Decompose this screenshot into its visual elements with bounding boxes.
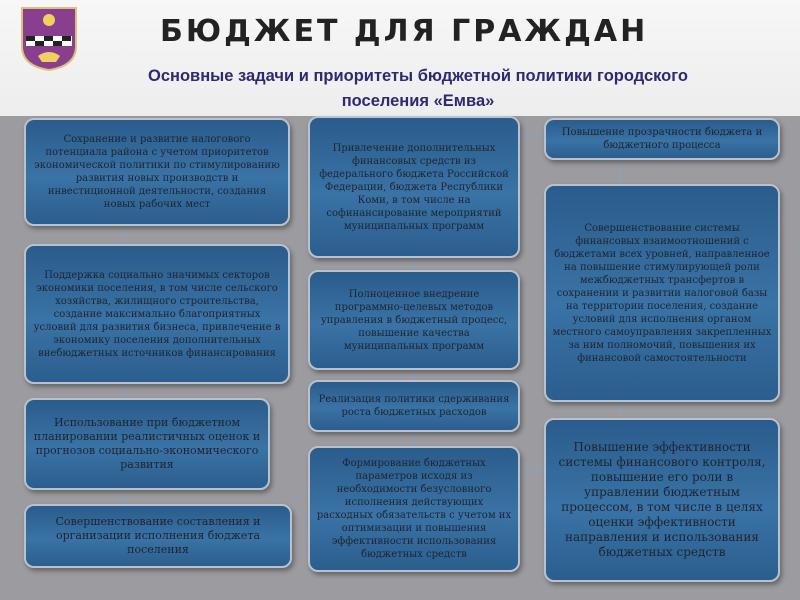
task-text: Поддержка социально значимых секторов экономики поселения, в том числе сельского хозяйства, жилищного строительства, создание максимально благоприятных условий для развития бизнеса, привлечение в экономику поселения дополнительных внебюджетных источников финансирования — [33, 269, 281, 359]
task-text: Сохранение и развитие налогового потенциала района с учетом приоритетов экономической политики по стимулированию развития новых производств и инвестиционной деятельности, создания новых рабочих мест — [34, 134, 280, 210]
task-text: Повышение прозрачности бюджета и бюджетного процесса — [561, 127, 763, 151]
task-box-additional-funds — [308, 116, 520, 258]
page-title: БЮДЖЕТ ДЛЯ ГРАЖДАН — [160, 14, 649, 49]
task-box-budget-execution — [24, 504, 292, 568]
task-text: Повышение эффективности системы финансового контроля, повышение его роли в управлении бюджетным процессом, в том числе в целях оценки эффективности направления и использования бюджетных средств — [558, 440, 766, 559]
task-box-financial-control — [544, 418, 780, 582]
task-text: Реализация политики сдерживания роста бюджетных расходов — [318, 394, 510, 418]
task-text: Совершенствование системы финансовых взаимоотношений с бюджетами всех уровней, направленное на повышение стимулирующей роли межбюджетных трансфертов в сохранении и развитии налоговой базы на территории поселения, создание условий для исполнения органом местного самоуправления закрепленных за ним полномочий, повышения их финансовой самостоятельности — [552, 222, 772, 364]
task-text: Использование при бюджетном планировании реалистичных оценок и прогнозов социально-экономического развития — [33, 416, 261, 471]
task-text: Совершенствование составления и организации исполнения бюджета поселения — [55, 515, 261, 556]
subtitle-line-2: поселения «Емва» — [341, 92, 495, 110]
task-box-economy-support — [24, 244, 290, 384]
task-box-program-methods — [308, 270, 520, 370]
task-box-expense-restraint — [308, 380, 520, 432]
task-box-tax-potential — [24, 118, 290, 226]
task-box-realistic-planning — [24, 398, 270, 490]
task-box-intergovernmental — [544, 184, 780, 402]
task-text: Формирование бюджетных параметров исходя из необходимости безусловного исполнения действующих расходных обязательств с учетом их оптимизации и повышения эффективности использования бюджетных средств — [316, 458, 512, 560]
task-box-transparency — [544, 118, 780, 160]
subtitle-line-1: Основные задачи и приоритеты бюджетной политики городского — [148, 67, 688, 85]
task-text: Привлечение дополнительных финансовых средств из федерального бюджета Российской Федерации, бюджета Республики Коми, в том числе на софинансирование мероприятий муниципальных программ — [319, 142, 509, 232]
task-box-budget-parameters — [308, 446, 520, 572]
task-text: Полноценное внедрение программно-целевых методов управления в бюджетный процесс, повышение качества муниципальных программ — [320, 288, 508, 352]
